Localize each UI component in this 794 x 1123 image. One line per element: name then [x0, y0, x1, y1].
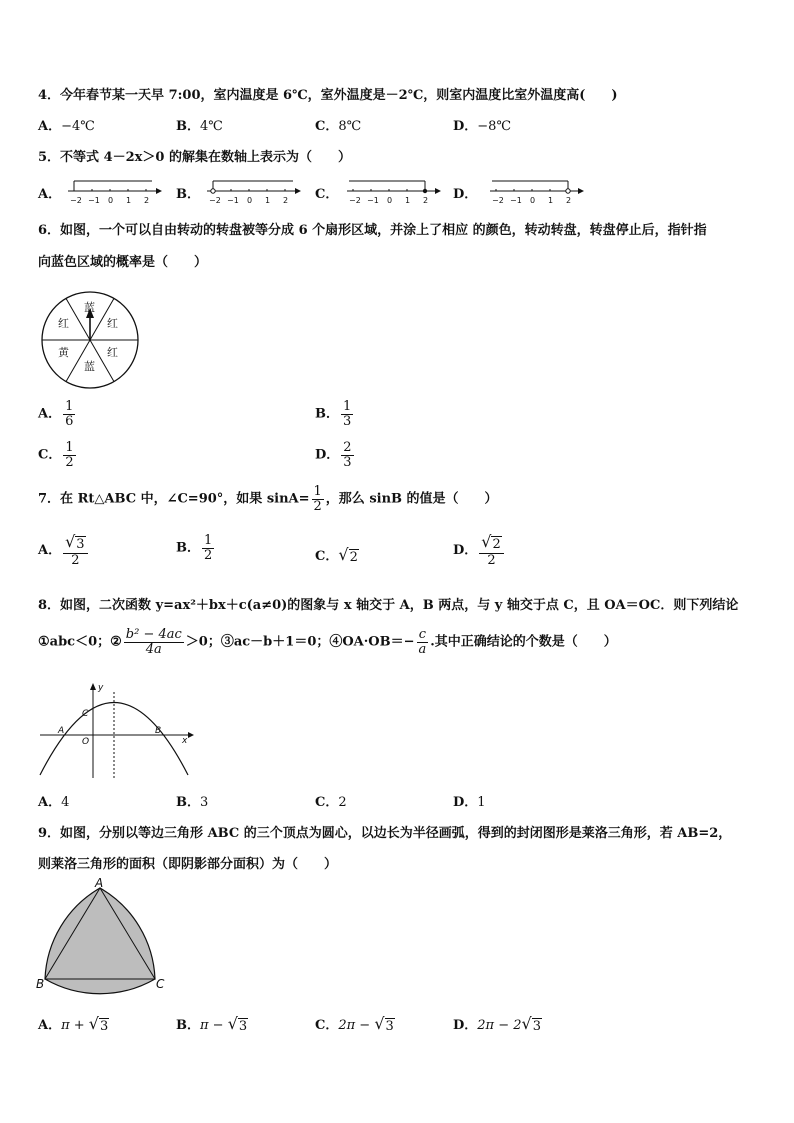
tick-label: 1 [405, 196, 411, 205]
vertex-label-a: A [95, 876, 104, 890]
tick-label: 2 [423, 196, 429, 205]
point-label-b: B [155, 726, 162, 736]
tick-label: −1 [88, 196, 100, 205]
q6-stem-line1: 6．如图，一个可以自由转动的转盘被等分成 6 个扇形区域，并涂上了相应 的颜色，转动转盘，转盘停止后，指针指 [38, 223, 707, 238]
parabola-graph [38, 680, 198, 780]
tick-label: −2 [349, 196, 361, 205]
tick-label: 1 [265, 196, 271, 205]
sector-label-red: 红 [107, 346, 118, 359]
tick-label: 1 [548, 196, 554, 205]
tick-label: 0 [387, 196, 393, 205]
sector-label-red: 红 [58, 317, 69, 330]
q6-stem-line2: 向蓝色区域的概率是（ ） [38, 255, 208, 270]
q7-stem: 7．在 Rt△ABC 中，∠C=90°，如果 sinA= $\frac{1}{2}$ ，那么 sinB 的值是（ ） [38, 484, 498, 514]
q6-option-a: A． $\frac{1}{6}$ [38, 399, 74, 429]
q6-option-d: D． $\frac{2}{3}$ [315, 440, 352, 470]
q7-option-c: C． √ 2 [315, 545, 358, 566]
q5-option-c-label: C． [315, 187, 339, 202]
axis-label-x: x [182, 736, 188, 746]
sector-label-red: 红 [107, 317, 118, 330]
q9-option-c: C．2π − √ 3 [315, 1014, 394, 1035]
sector-label-yellow: 黄 [58, 346, 69, 359]
sector-label-blue: 蓝 [84, 301, 95, 314]
tick-label: 2 [566, 196, 572, 205]
q9-stem-line2: 则莱洛三角形的面积（即阴影部分面积）为（ ） [38, 857, 338, 872]
q4-option-d: D．−8℃ [453, 119, 511, 134]
tick-label: −1 [510, 196, 522, 205]
tick-label: 2 [283, 196, 289, 205]
q8-option-d: D．1 [453, 795, 486, 810]
q4-option-a: A．−4℃ [38, 119, 95, 134]
tick-label: −2 [209, 196, 221, 205]
q8-conclusions: ①abc＜0；② $\frac{\text{b² − 4ac}}{4a}$ ＞0；③ac－b＋1＝0；④OA·OB＝− $\frac{c}{a}$ .其中正确结论的个数是（ ） [38, 627, 617, 657]
q8-stem: 8．如图，二次函数 y=ax²＋bx＋c(a≠0)的图象与 x 轴交于 A，B 两点，与 y 轴交于点 C，且 OA＝OC．则下列结论 [38, 598, 739, 613]
q5-stem: 5．不等式 4－2x＞0 的解集在数轴上表示为（ ） [38, 150, 351, 165]
sector-label-blue: 蓝 [84, 360, 95, 373]
spinner-wheel [40, 290, 140, 390]
tick-label: −2 [70, 196, 82, 205]
q4-option-c: C．8℃ [315, 119, 362, 134]
q9-stem-line1: 9．如图，分别以等边三角形 ABC 的三个顶点为圆心，以边长为半径画弧，得到的封闭图形是莱洛三角形，若 AB=2， [38, 826, 732, 841]
q7-option-d: D． √ 2 2 [453, 534, 506, 567]
q4-option-b: B．4℃ [176, 119, 223, 134]
q5-option-b-label: B． [176, 187, 200, 202]
q5-option-a-label: A． [38, 187, 62, 202]
tick-label: 0 [108, 196, 114, 205]
tick-label: 1 [126, 196, 132, 205]
number-line-c [343, 176, 443, 206]
axis-label-y: y [98, 683, 104, 693]
q6-option-b: B． $\frac{1}{3}$ [315, 399, 352, 429]
tick-label: 0 [247, 196, 253, 205]
point-label-a: A [58, 726, 65, 736]
reuleaux-triangle [36, 876, 176, 996]
vertex-label-b: B [36, 977, 45, 991]
number-line-a [64, 176, 164, 206]
point-label-o: O [82, 737, 90, 747]
point-label-c: C [82, 709, 89, 719]
q9-option-d: D．2π − 2 √ 3 [453, 1014, 542, 1035]
tick-label: −2 [492, 196, 504, 205]
q8-option-a: A．4 [38, 795, 70, 810]
q4-stem: 4．今年春节某一天早 7:00，室内温度是 6℃，室外温度是－2℃，则室内温度比室外温度高( ) [38, 88, 618, 103]
q6-option-c: C． $\frac{1}{2}$ [38, 440, 74, 470]
number-line-b [203, 176, 303, 206]
q5-option-d-label: D． [453, 187, 478, 202]
q9-option-b: B．π − √ 3 [176, 1014, 248, 1035]
tick-label: 0 [530, 196, 536, 205]
q8-option-c: C．2 [315, 795, 347, 810]
tick-label: −1 [227, 196, 239, 205]
q7-option-b: B． $\frac{1}{2}$ [176, 533, 213, 563]
q9-option-a: A．π + √ 3 [38, 1014, 109, 1035]
q7-option-a: A． √ 3 2 [38, 534, 90, 567]
tick-label: −1 [367, 196, 379, 205]
number-line-d [486, 176, 586, 206]
tick-label: 2 [144, 196, 150, 205]
vertex-label-c: C [156, 977, 165, 991]
q8-option-b: B．3 [176, 795, 209, 810]
